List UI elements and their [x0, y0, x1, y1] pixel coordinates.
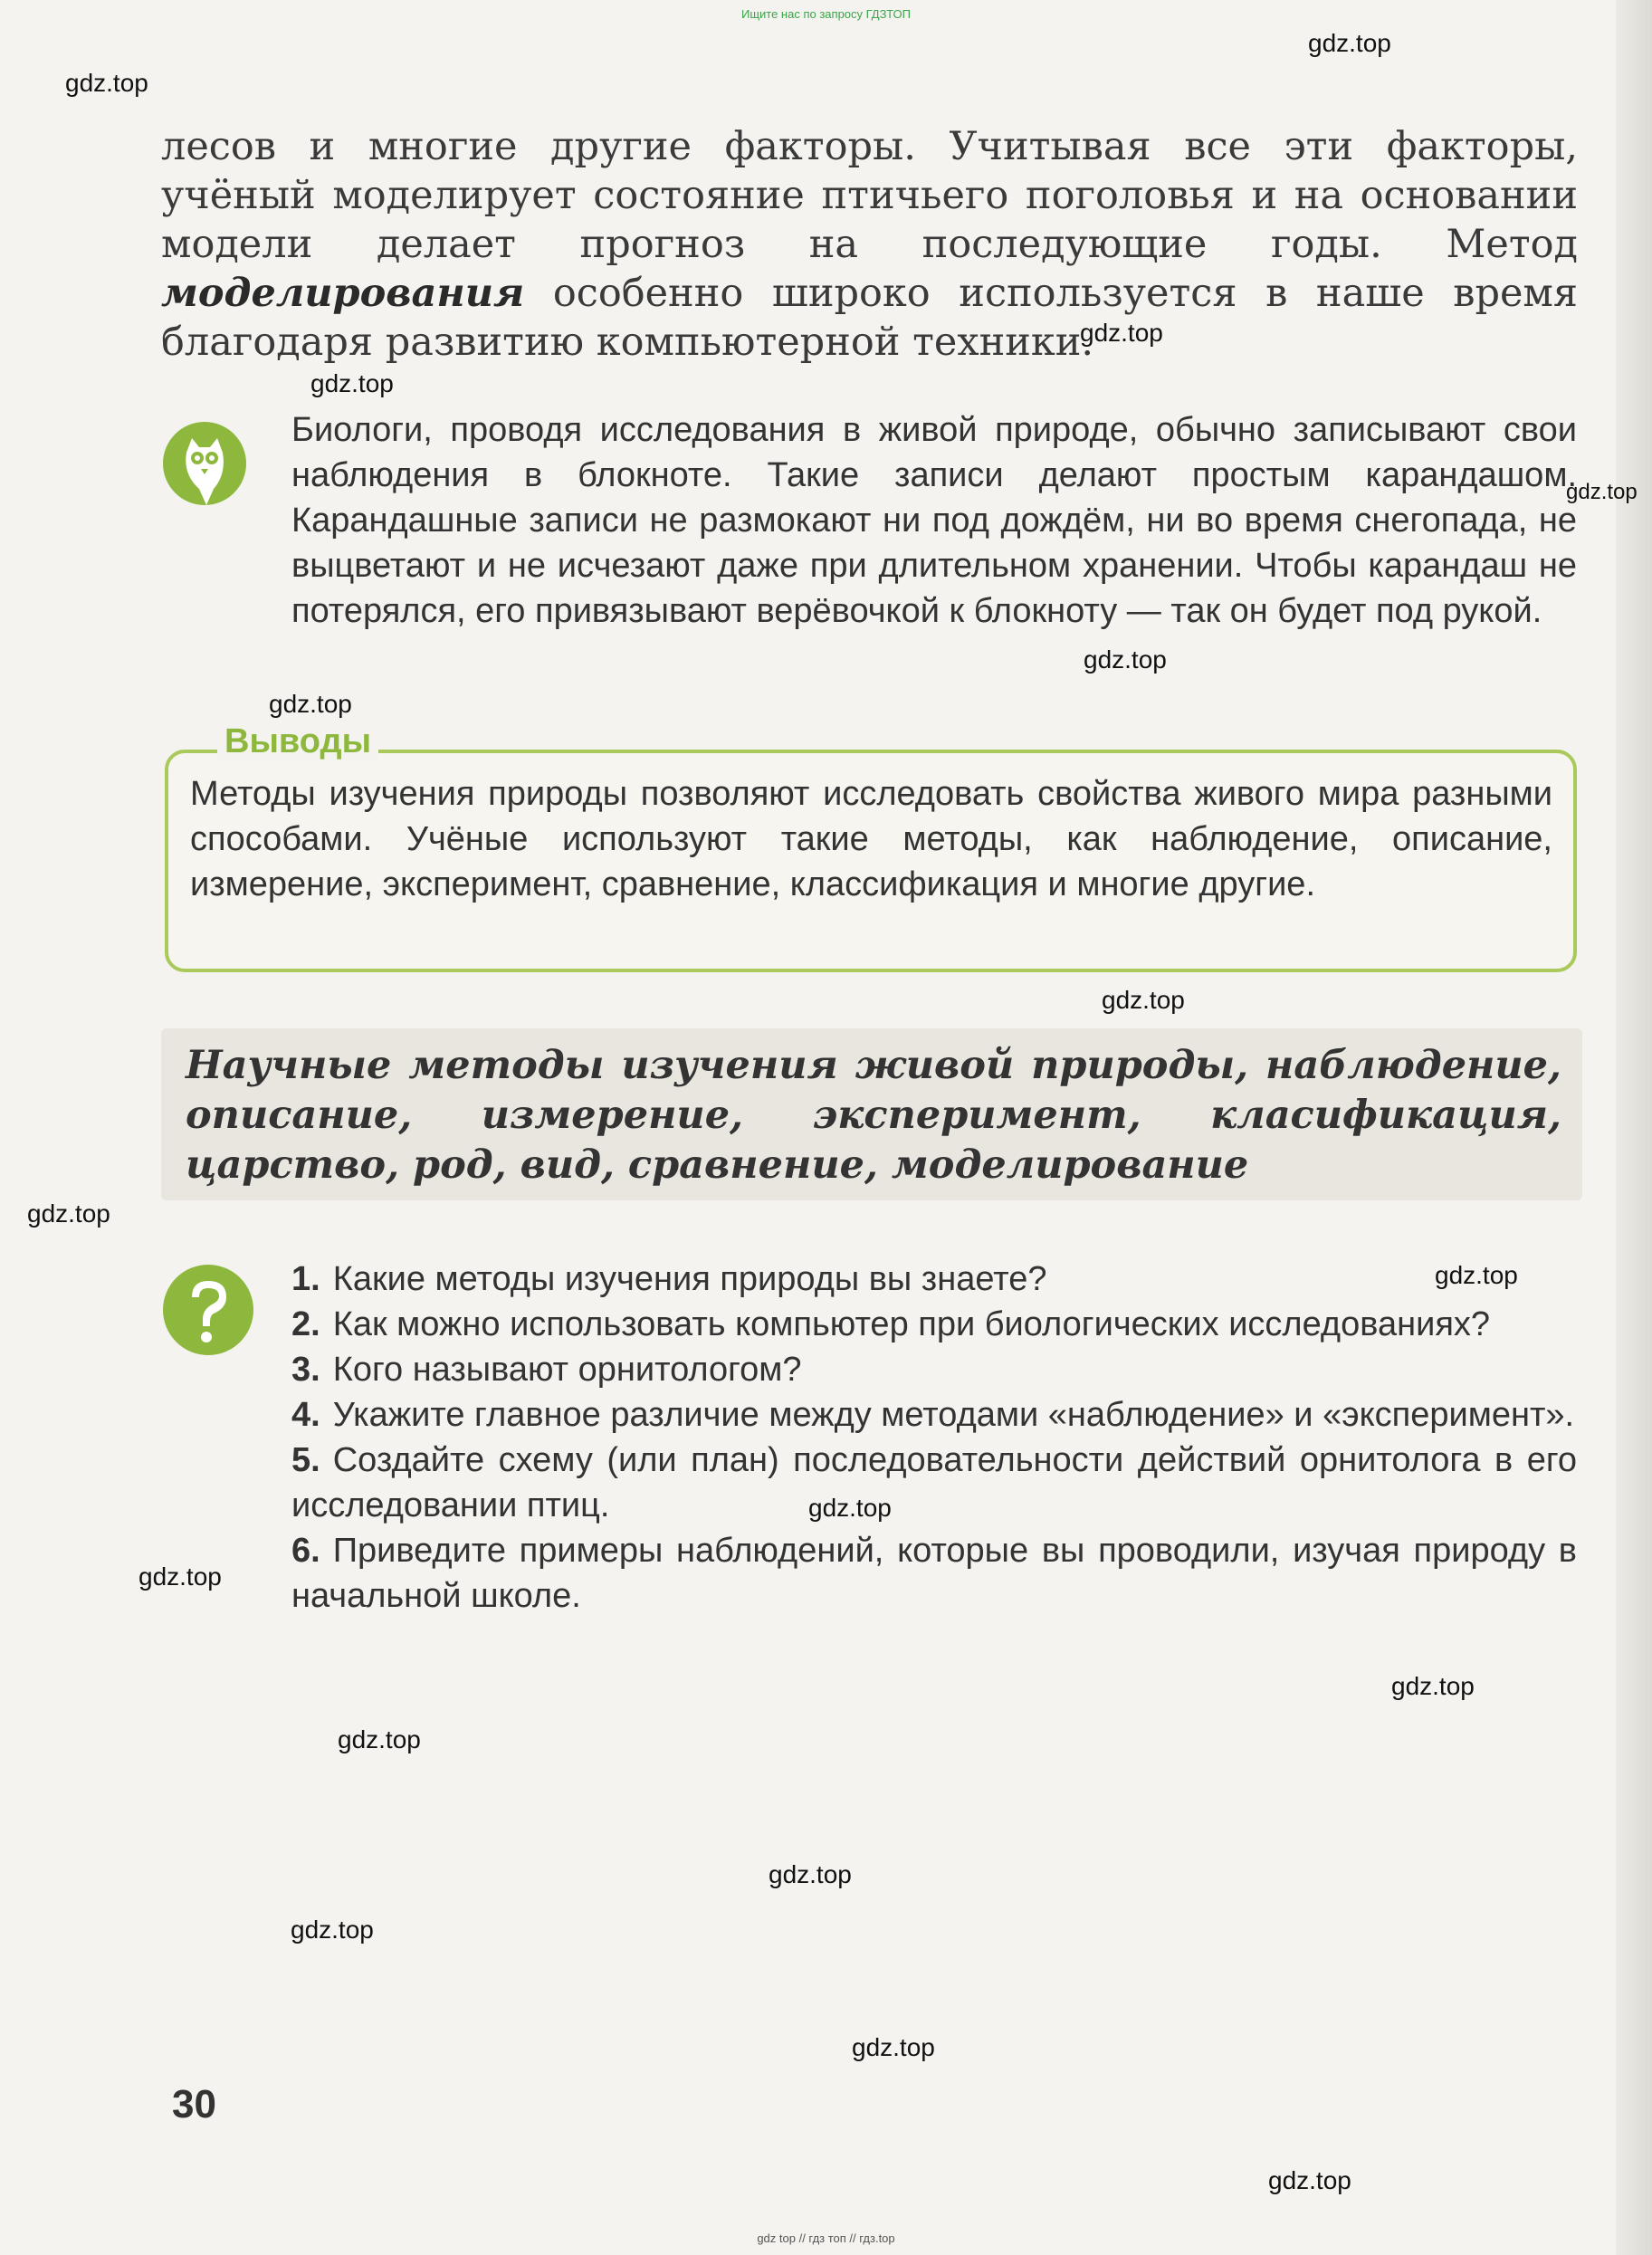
watermark[interactable]: gdz.top	[291, 1916, 374, 1944]
question-item	[291, 1528, 1577, 1619]
paragraph-start: лесов и многие другие факторы. Учитывая все эти факторы, учёный моделирует состояние птичьего поголовья и на основании модели делает прогноз на последующие годы. Метод	[161, 124, 1578, 267]
owl-icon	[161, 418, 252, 518]
paragraph-emphasis: моделирования	[161, 271, 525, 316]
fact-text: Биологи, проводя исследования в живой природе, обычно записывают свои наблюдения в блокноте. Такие записи делают простым карандашом. Карандашные записи не размокают ни под дождём, ни во время снегопада, не выцветают и не исчезают даже при длительном хранении. Чтобы карандаш не потерялся, его привязывают верёвочкой к блокноту — так он будет под рукой.	[291, 411, 1577, 630]
watermark[interactable]: gdz.top	[852, 2033, 935, 2061]
question-item	[291, 1302, 1577, 1347]
bottom-banner[interactable]: gdz top // гдз топ // гдз.top	[757, 2231, 895, 2245]
watermark[interactable]: gdz.top	[65, 69, 148, 97]
question-item	[291, 1256, 1577, 1302]
question-text: Создайте схему (или план) последовательности действий орнитолога в его исследовании птиц.	[291, 1441, 1577, 1524]
watermark[interactable]: gdz.top	[1268, 2166, 1351, 2194]
watermark[interactable]: gdz.top	[1102, 986, 1185, 1014]
question-number: 2.	[291, 1305, 320, 1343]
watermark[interactable]: gdz.top	[769, 1860, 852, 1888]
question-number: 4.	[291, 1396, 320, 1434]
main-paragraph	[161, 122, 1578, 367]
question-number: 1.	[291, 1260, 320, 1298]
watermark[interactable]: gdz.top	[1391, 1672, 1475, 1700]
paragraph-end: особенно широко используется в наше время благодаря развитию компьютерной техники.	[161, 271, 1578, 365]
watermark[interactable]: gdz.top	[1080, 319, 1163, 347]
question-text: Как можно использовать компьютер при биологических исследованиях?	[332, 1305, 1491, 1343]
keywords: Научные методы изучения живой природы, наблюдение, описание, измерение, эксперимент, класификация, царство, род, вид, сравнение, моделирование	[186, 1043, 1561, 1188]
question-item	[291, 1438, 1577, 1528]
watermark[interactable]: gdz.top	[1084, 645, 1167, 674]
questions-list	[291, 1256, 1577, 1619]
question-mark-icon	[161, 1263, 255, 1357]
conclusion-text: Методы изучения природы позволяют исследовать свойства живого мира разными способами. Учёные используют такие методы, как наблюдение, описание, измерение, эксперимент, сравнение, классификация и многие другие.	[190, 775, 1552, 903]
watermark[interactable]: gdz.top	[808, 1494, 892, 1522]
watermark[interactable]: gdz.top	[138, 1562, 222, 1591]
question-number: 5.	[291, 1441, 320, 1479]
watermark[interactable]: gdz.top	[27, 1199, 110, 1228]
top-banner[interactable]: Ищите нас по запросу ГДЗТОП	[740, 7, 911, 21]
question-text: Приведите примеры наблюдений, которые вы проводили, изучая природу в начальной школе.	[291, 1532, 1577, 1615]
watermark[interactable]: gdz.top	[338, 1725, 421, 1753]
question-text: Какие методы изучения природы вы знаете?	[332, 1260, 1047, 1298]
conclusion-label: Выводы	[217, 722, 378, 761]
question-text: Укажите главное различие между методами «наблюдение» и «эксперимент».	[332, 1396, 1575, 1434]
question-number: 6.	[291, 1532, 320, 1570]
question-text: Кого называют орнитологом?	[332, 1351, 802, 1389]
watermark[interactable]: gdz.top	[1566, 480, 1638, 504]
watermark[interactable]: gdz.top	[1435, 1261, 1518, 1289]
watermark[interactable]: gdz.top	[310, 369, 394, 397]
watermark[interactable]: gdz.top	[1308, 29, 1391, 57]
page-number: 30	[172, 2082, 216, 2126]
question-item	[291, 1347, 1577, 1392]
page-edge	[1616, 0, 1652, 2255]
watermark[interactable]: gdz.top	[269, 690, 352, 718]
question-number: 3.	[291, 1351, 320, 1389]
question-item	[291, 1392, 1577, 1438]
